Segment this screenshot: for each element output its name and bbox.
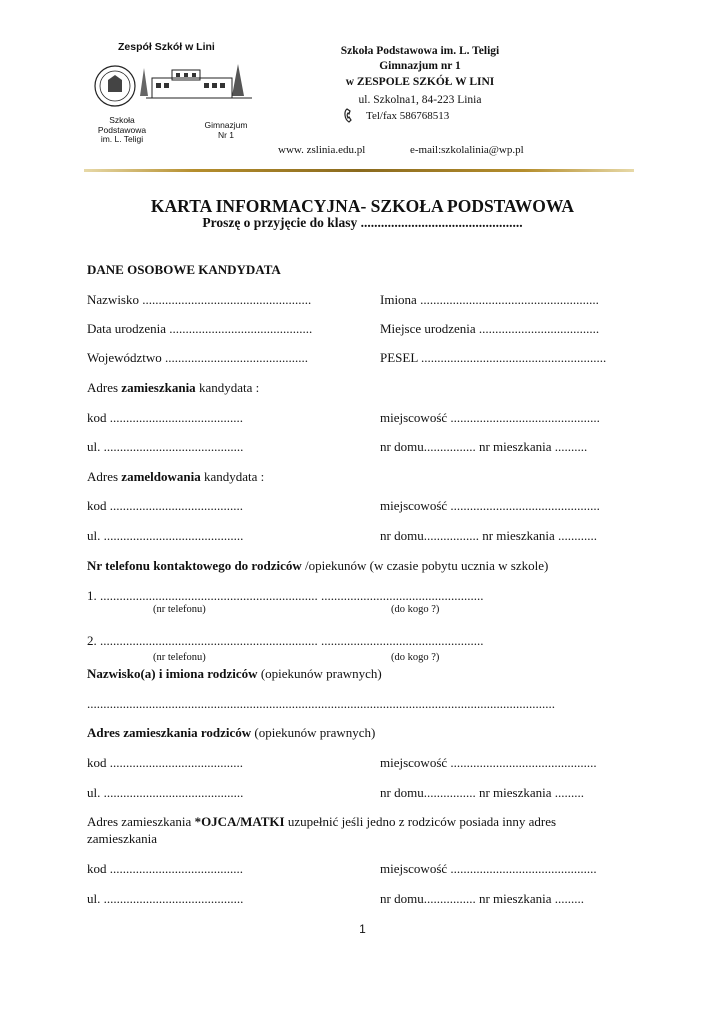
phone-caption: (nr telefonu) — [153, 604, 206, 615]
registration-house-field[interactable]: nr domu................. nr mieszkania ............ — [380, 528, 597, 543]
other-parent-house-field[interactable]: nr domu................ nr mieszkania ......... — [380, 891, 584, 906]
logo-left-caption-line: Szkoła — [109, 115, 135, 125]
school-website: www. zslinia.edu.pl — [278, 144, 366, 156]
names-field[interactable]: Imiona ....................................................... — [380, 292, 599, 307]
parents-street-field[interactable]: ul. ........................................... — [87, 785, 244, 800]
residence-city-field[interactable]: miejscowość .............................................. — [380, 410, 600, 425]
other-parent-city-field[interactable]: miejscowość ............................................. — [380, 861, 597, 876]
page-number: 1 — [359, 922, 366, 936]
parent-phone-2-field[interactable]: 2. ................................................................... .................................................. — [87, 633, 484, 648]
parents-house-field[interactable]: nr domu................ nr mieszkania ......... — [380, 785, 584, 800]
header-divider — [84, 169, 634, 172]
school-logo — [92, 56, 262, 116]
logo-right-caption-line: Gimnazjum — [204, 120, 248, 130]
parents-postcode-field[interactable]: kod ......................................... — [87, 755, 243, 770]
logo-left-caption — [92, 116, 152, 145]
logo-left-caption-line: Podstawowa — [97, 124, 147, 135]
parent-phone-heading: Nr telefonu kontaktowego do rodziców /opiekunów (w czasie pobytu ucznia w szkole) — [87, 558, 549, 573]
residence-postcode-field[interactable]: kod ......................................... — [87, 410, 243, 425]
registration-address-label: Adres zameldowania kandydata : — [87, 469, 265, 484]
whom-caption: (do kogo ?) — [391, 604, 440, 615]
gymnasium-name: Gimnazjum nr 1 — [379, 60, 461, 72]
birth-place-field[interactable]: Miejsce urodzenia ..................................... — [380, 321, 600, 336]
parent-phone-1-field[interactable]: 1. ................................................................... .................................................. — [87, 588, 484, 603]
pesel-field[interactable]: PESEL ......................................................... — [380, 350, 607, 365]
parents-names-heading: Nazwisko(a) i imiona rodziców (opiekunów prawnych) — [87, 666, 382, 681]
birth-date-field[interactable]: Data urodzenia ............................................ — [87, 321, 313, 336]
surname-field[interactable]: Nazwisko .................................................... — [87, 292, 312, 307]
parents-names-field[interactable]: ................................................................................................................................................ — [87, 696, 555, 711]
complex-name: w ZESPOLE SZKÓŁ W LINI — [345, 76, 495, 88]
phone-icon — [343, 108, 357, 124]
residence-address-label: Adres zamieszkania kandydata : — [87, 380, 260, 395]
logo-right-caption — [196, 121, 256, 140]
parents-city-field[interactable]: miejscowość ............................................. — [380, 755, 597, 770]
residence-street-field[interactable]: ul. ........................................... — [87, 439, 244, 454]
school-name: Szkoła Podstawowa im. L. Teligi — [340, 45, 500, 57]
parents-address-heading: Adres zamieszkania rodziców (opiekunów prawnych) — [87, 725, 376, 740]
class-request: Proszę o przyjęcie do klasy ................................................ — [202, 215, 523, 230]
school-phone: Tel/fax 586768513 — [366, 110, 450, 122]
registration-street-field[interactable]: ul. ........................................... — [87, 528, 244, 543]
section-personal-heading: DANE OSOBOWE KANDYDATA — [87, 262, 281, 277]
other-parent-street-field[interactable]: ul. ........................................... — [87, 891, 244, 906]
registration-postcode-field[interactable]: kod ......................................... — [87, 498, 243, 513]
registration-city-field[interactable]: miejscowość .............................................. — [380, 498, 600, 513]
phone-caption: (nr telefonu) — [153, 652, 206, 663]
other-parent-postcode-field[interactable]: kod ......................................... — [87, 861, 243, 876]
page-title: KARTA INFORMACYJNA- SZKOŁA PODSTAWOWA — [150, 196, 575, 216]
voivodeship-field[interactable]: Województwo ............................................ — [87, 350, 309, 365]
logo-title: Zespół Szkół w Lini — [118, 41, 215, 53]
whom-caption: (do kogo ?) — [391, 652, 440, 663]
logo-left-caption-line: im. L. Teligi — [100, 134, 144, 144]
other-parent-address-note: Adres zamieszkania *OJCA/MATKI uzupełnić jeśli jedno z rodziców posiada inny adres — [87, 814, 557, 829]
school-address: ul. Szkolna1, 84-223 Linia — [358, 94, 482, 106]
other-parent-address-note-line2: zamieszkania — [87, 831, 158, 846]
logo-right-caption-line: Nr 1 — [217, 129, 235, 140]
residence-house-field[interactable]: nr domu................ nr mieszkania .......... — [380, 439, 588, 454]
school-email: e-mail:szkolalinia@wp.pl — [410, 144, 524, 156]
